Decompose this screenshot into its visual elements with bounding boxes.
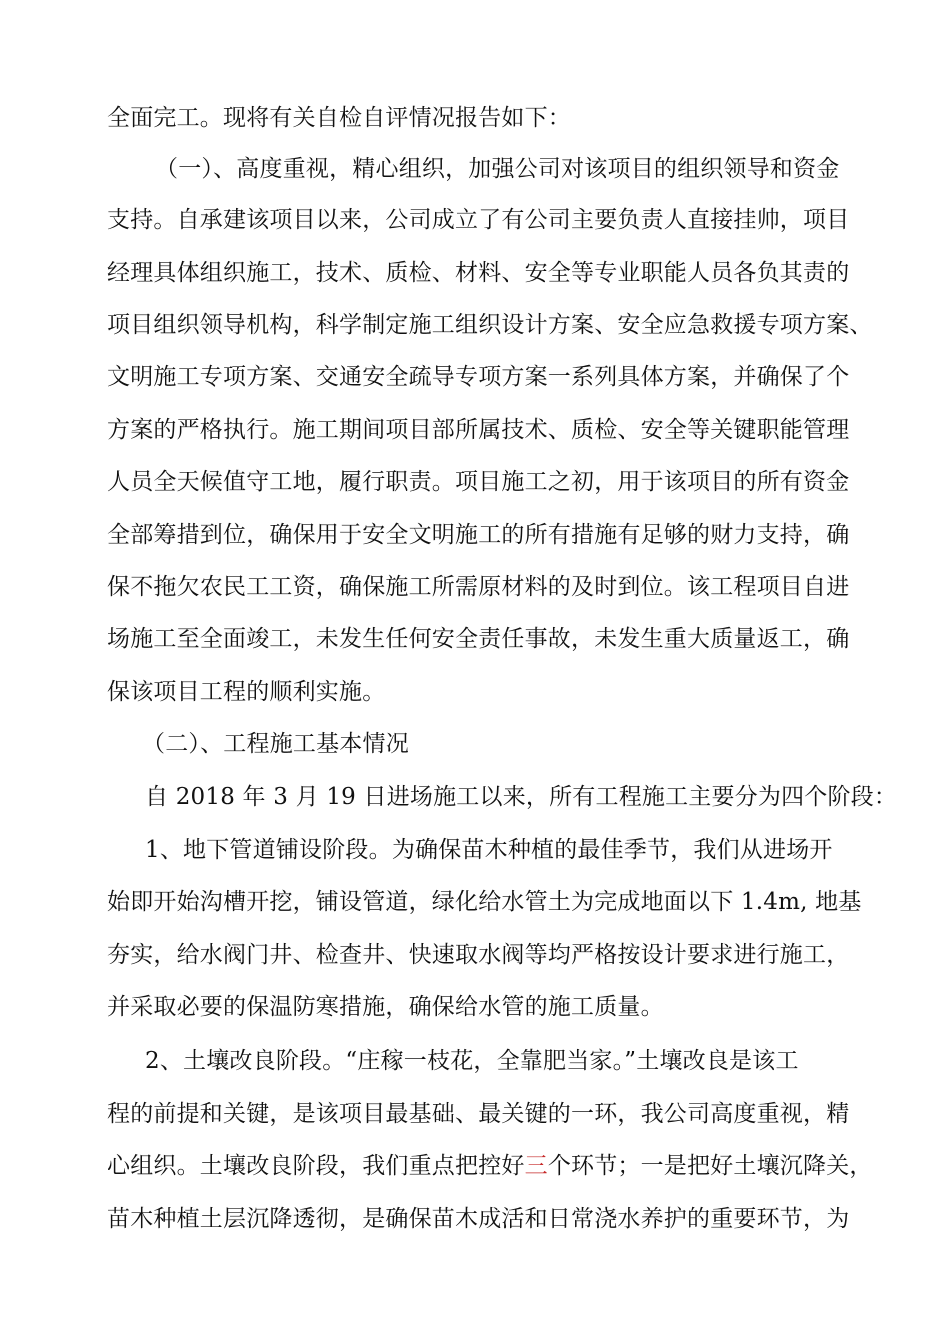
text-line: 文明施工专项方案、交通安全疏导专项方案一系列具体方案，并确保了个: [107, 364, 850, 390]
text-line: 经理具体组织施工，技术、质检、材料、安全等专业职能人员各负其责的: [107, 260, 850, 286]
text-line: 并采取必要的保温防寒措施，确保给水管的施工质量。: [107, 994, 664, 1020]
section-heading: （二）、工程施工基本情况: [142, 731, 409, 757]
text-line: 方案的严格执行。施工期间项目部所属技术、质检、安全等关键职能管理: [107, 417, 850, 443]
text-line: 保不拖欠农民工工资，确保施工所需原材料的及时到位。该工程项目自进: [107, 574, 850, 600]
text-line: 全面完工。现将有关自检自评情况报告如下：: [107, 105, 571, 131]
text-line: 场施工至全面竣工，未发生任何安全责任事故，未发生重大质量返工，确: [107, 626, 850, 652]
text-line: 始即开始沟槽开挖，铺设管道，绿化给水管土为完成地面以下 1.4m, 地基: [107, 889, 862, 915]
text-line: 苗木种植土层沉降透彻，是确保苗木成活和日常浇水养护的重要环节，为: [107, 1206, 850, 1232]
paragraph-heading: （一）、高度重视，精心组织，加强公司对该项目的组织领导和资金: [155, 156, 840, 182]
text-line: 项目组织领导机构，科学制定施工组织设计方案、安全应急救援专项方案、: [107, 312, 873, 338]
text-line: 夯实，给水阀门井、检查井、快速取水阀等均严格按设计要求进行施工，: [107, 942, 850, 968]
text-line: 自 2018 年 3 月 19 日进场施工以来，所有工程施工主要分为四个阶段：: [145, 784, 898, 810]
text-line-with-highlight: [107, 1151, 873, 1181]
text-line: 人员全天候值守工地，履行职责。项目施工之初，用于该项目的所有资金: [107, 469, 850, 495]
text-line: 程的前提和关键，是该项目最基础、最关键的一环，我公司高度重视，精: [107, 1101, 850, 1127]
text-segment: 心组织。土壤改良阶段，我们重点把控好: [107, 1153, 525, 1179]
list-item-2: 2、土壤改良阶段。“庄稼一枝花，全靠肥当家。”土壤改良是该工: [145, 1048, 799, 1074]
text-line: 支持。自承建该项目以来，公司成立了有公司主要负责人直接挂帅，项目: [107, 207, 850, 233]
text-line: 全部筹措到位，确保用于安全文明施工的所有措施有足够的财力支持，确: [107, 522, 850, 548]
list-item-1: 1、地下管道铺设阶段。为确保苗木种植的最佳季节，我们从进场开: [145, 837, 833, 863]
highlighted-number: 三: [524, 1153, 548, 1179]
text-line: 保该项目工程的顺利实施。: [107, 679, 386, 705]
text-segment: 个环节；一是把好土壤沉降关，: [547, 1153, 873, 1179]
